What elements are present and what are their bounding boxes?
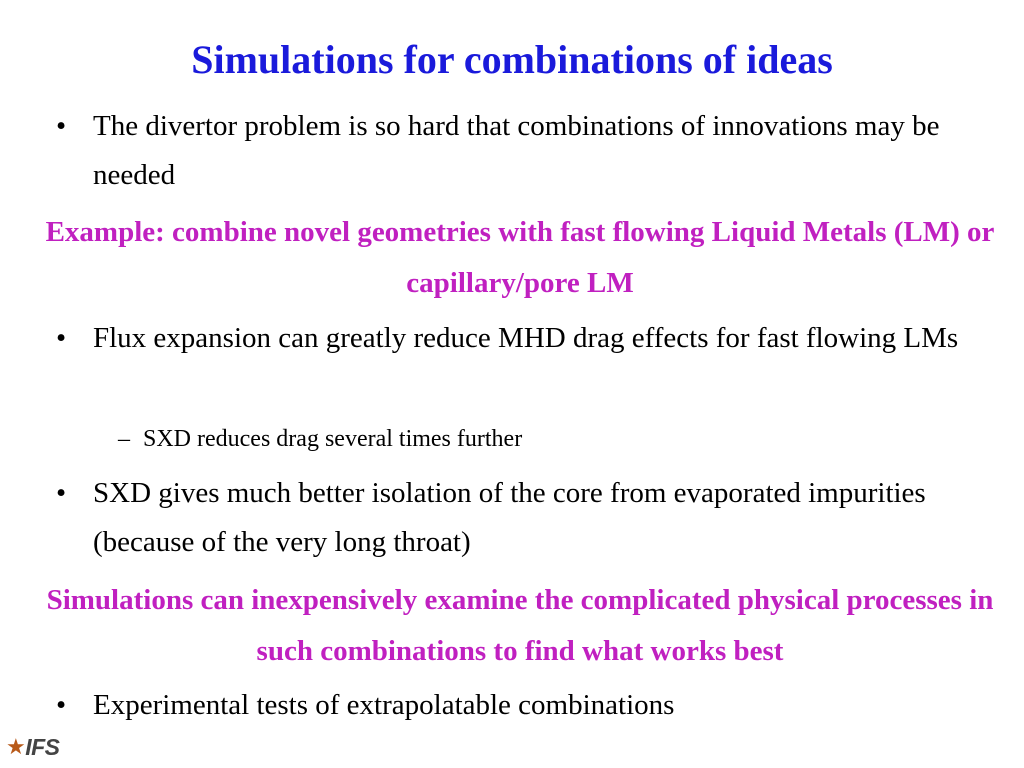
bullet-item bbox=[56, 102, 996, 200]
sub-bullet-text: SXD reduces drag several times further bbox=[143, 426, 523, 452]
bullet-text: SXD gives much better isolation of the core from evaporated impurities (because of the very long throat) bbox=[93, 477, 926, 558]
slide-title: Simulations for combinations of ideas bbox=[191, 37, 833, 82]
star-icon: ★ bbox=[6, 734, 26, 759]
bullet-marker: • bbox=[56, 110, 67, 142]
bullet-item bbox=[56, 314, 996, 363]
bullet-marker: • bbox=[56, 477, 67, 509]
logo-text: IFS bbox=[25, 733, 60, 760]
bullet-text: Flux expansion can greatly reduce MHD drag effects for fast flowing LMs bbox=[93, 322, 959, 354]
sub-bullet-marker: – bbox=[118, 426, 130, 452]
bullet-item bbox=[56, 469, 996, 567]
bullet-text: Experimental tests of extrapolatable combinations bbox=[93, 689, 675, 721]
bullet-marker: • bbox=[56, 689, 67, 721]
highlight-text: Example: combine novel geometries with fast flowing Liquid Metals (LM) or capillary/pore LM bbox=[45, 216, 995, 299]
bullet-marker: • bbox=[56, 322, 67, 354]
highlight-text: Simulations can inexpensively examine the complicated physical processes in such combinations to find what works best bbox=[46, 584, 994, 667]
ifs-logo bbox=[6, 730, 60, 764]
bullet-item bbox=[56, 681, 996, 730]
bullet-text: The divertor problem is so hard that combinations of innovations may be needed bbox=[93, 110, 940, 191]
sub-bullet-item bbox=[118, 423, 978, 455]
